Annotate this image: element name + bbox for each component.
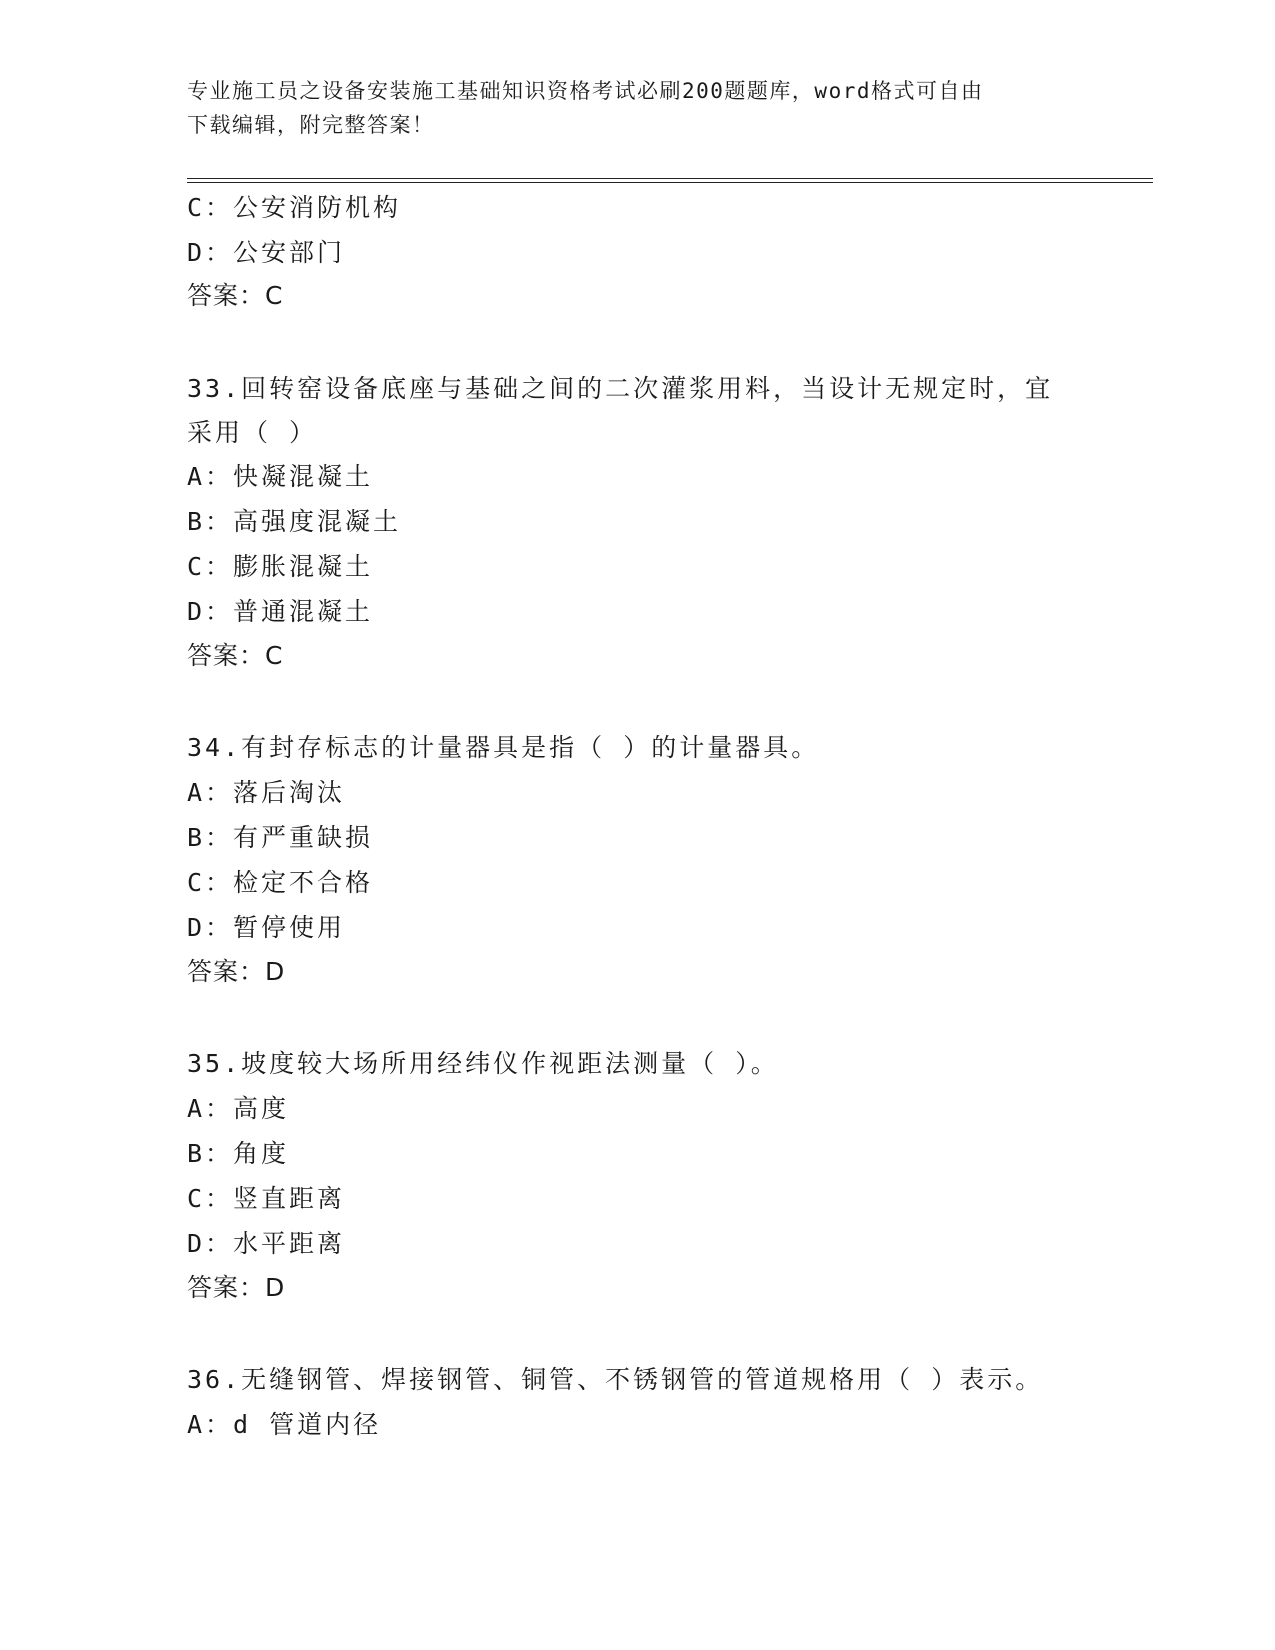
question-stem: 33.回转窑设备底座与基础之间的二次灌浆用料，当设计无规定时，宜 (187, 374, 1054, 403)
header-divider-bottom (187, 182, 1153, 183)
answer-label: 答案：C (187, 281, 284, 310)
option-b: B：有严重缺损 (187, 823, 374, 852)
answer-label: 答案：D (187, 1273, 286, 1302)
question-stem-continued: 采用（ ） (187, 418, 318, 447)
question-stem: 36.无缝钢管、焊接钢管、铜管、不锈钢管的管道规格用（ ）表示。 (187, 1365, 1044, 1394)
option-d: D：暂停使用 (187, 913, 346, 942)
header-line-2: 下载编辑，附完整答案！ (187, 113, 435, 137)
option-b: B：角度 (187, 1139, 290, 1168)
option-b: B：高强度混凝土 (187, 507, 402, 536)
option-d: D：水平距离 (187, 1229, 346, 1258)
header-divider-top (187, 178, 1153, 179)
header-line-1: 专业施工员之设备安装施工基础知识资格考试必刷200题题库，word格式可自由 (187, 79, 984, 103)
question-stem: 35.坡度较大场所用经纬仪作视距法测量（ ）。 (187, 1049, 779, 1078)
option-d: D：普通混凝土 (187, 597, 374, 626)
option-a: A：高度 (187, 1094, 290, 1123)
option-a: A：d 管道内径 (187, 1410, 382, 1439)
option-c: C：膨胀混凝土 (187, 552, 374, 581)
option-c: C：竖直距离 (187, 1184, 346, 1213)
option-a: A：快凝混凝土 (187, 462, 374, 491)
document-header (187, 74, 1087, 142)
option-c: C：公安消防机构 (187, 193, 402, 222)
option-d: D：公安部门 (187, 238, 346, 267)
answer-label: 答案：C (187, 641, 284, 670)
answer-label: 答案：D (187, 957, 286, 986)
option-c: C：检定不合格 (187, 868, 374, 897)
option-a: A：落后淘汰 (187, 778, 346, 807)
question-stem: 34.有封存标志的计量器具是指（ ）的计量器具。 (187, 733, 820, 762)
